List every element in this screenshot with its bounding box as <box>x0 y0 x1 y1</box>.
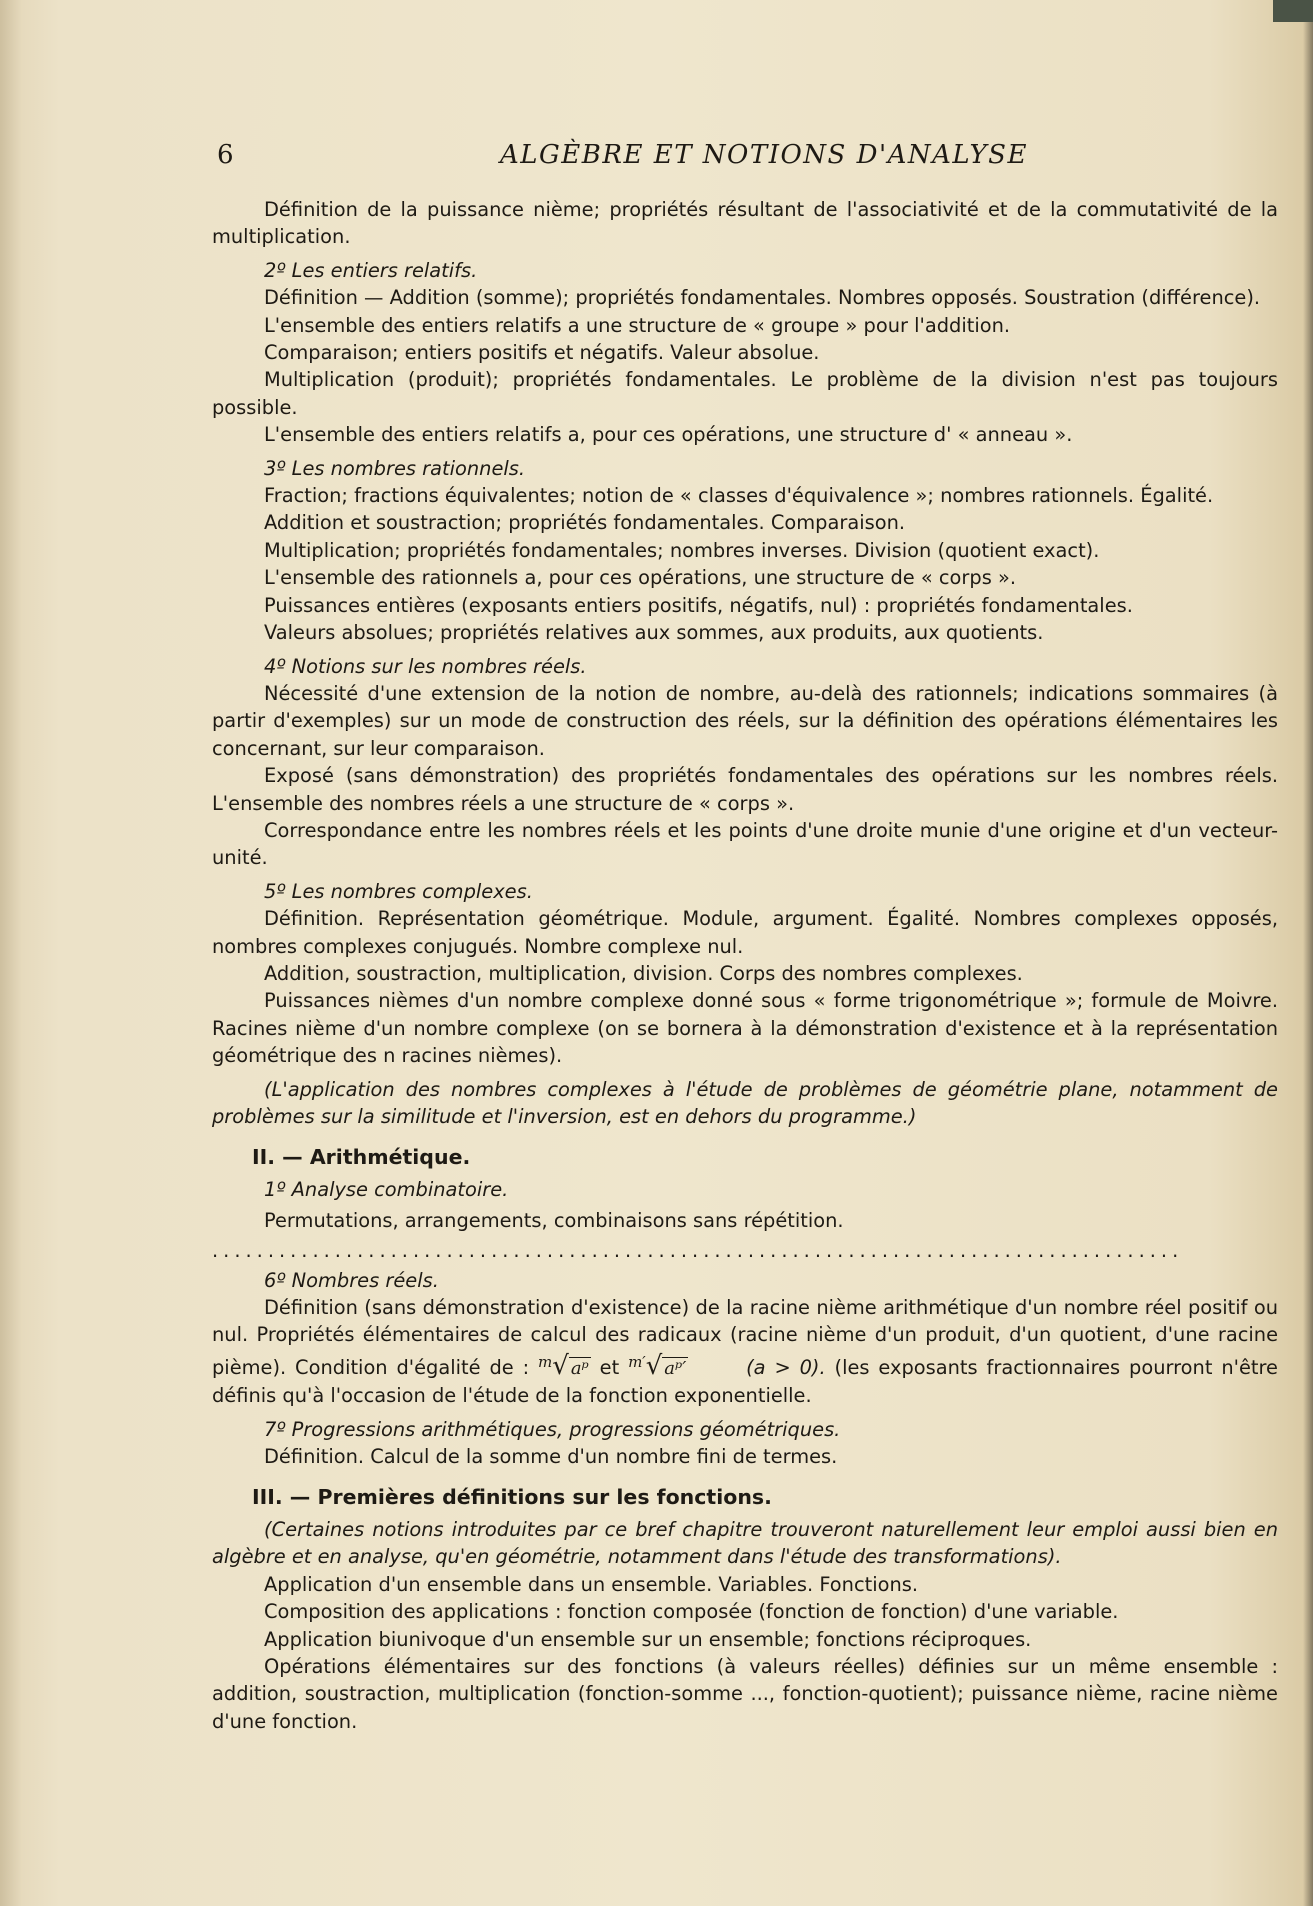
subsection-heading: 6º Nombres réels. <box>264 1268 439 1292</box>
radical-index: m′ <box>628 1352 646 1371</box>
paragraph: L'ensemble des entiers relatifs a une structure de « groupe » pour l'addition. <box>264 313 1011 337</box>
paragraph: Multiplication; propriétés fondamentales; nombres inverses. Division (quotient exact). <box>264 538 1100 562</box>
section-heading: II. — Arithmétique. <box>252 1145 471 1170</box>
radicand: aᵖ <box>570 1357 589 1379</box>
paragraph: Composition des applications : fonction composée (fonction de fonction) d'une variable. <box>264 1600 1119 1624</box>
note-paragraph: (Certaines notions introduites par ce bref chapitre trouveront naturellement leur emploi aussi bien en algèbre et en analyse, qu'en géométrie, notamment dans l'étude des transformations). <box>212 1517 1278 1569</box>
subsection-heading: 7º Progressions arithmétiques, progressions géométriques. <box>264 1417 841 1441</box>
paragraph: Multiplication (produit); propriétés fondamentales. Le problème de la division n'est pas toujours possible. <box>212 368 1278 419</box>
radical-index: m <box>538 1352 553 1371</box>
paragraph: Exposé (sans démonstration) des propriétés fondamentales des opérations sur les nombres réels. L'ensemble des nombres réels a une structure de « corps ». <box>212 764 1278 815</box>
paragraph: Définition. Calcul de la somme d'un nombre fini de termes. <box>264 1445 838 1469</box>
paragraph: Permutations, arrangements, combinaisons sans répétition. <box>264 1209 844 1233</box>
running-header <box>212 140 1042 180</box>
page-number: 6 <box>217 140 236 170</box>
running-title: ALGÈBRE ET NOTIONS D'ANALYSE <box>500 140 1028 170</box>
subsection-heading: 1º Analyse combinatoire. <box>264 1177 509 1201</box>
radical-sign: √ <box>645 1350 663 1381</box>
paragraph: Opérations élémentaires sur des fonctions (à valeurs réelles) définies sur un même ensemble : addition, soustraction, multiplication (fonction-somme ..., fonction-quotient); puissance nième, racine nième d'une fonction. <box>212 1654 1278 1733</box>
page-body <box>212 196 1278 1735</box>
radicals-text: Définition (sans démonstration d'existence) de la racine nième arithmétique d'un nombre réel positif ou nul. Propriétés élémentaires de calcul des radicaux (racine nième d'un produit, d'un quotient, d'une racine pième). Condition d'égalité de : <box>212 1296 1278 1379</box>
page-edge-shadow <box>1303 0 1313 1906</box>
note-paragraph: (L'application des nombres complexes à l'étude de problèmes de géométrie plane, notamment de problèmes sur la similitude et l'inversion, est en dehors du programme.) <box>212 1077 1278 1128</box>
paragraph-radicals <box>212 1294 1278 1410</box>
radicals-note: (les exposants fractionnaires pourront n'être définis qu'à l'occasion de l'étude de la fonction exponentielle. <box>212 1355 1278 1408</box>
paragraph: Application biunivoque d'un ensemble sur un ensemble; fonctions réciproques. <box>264 1627 1032 1651</box>
radical-expression-2 <box>628 1350 688 1381</box>
ellipsis-divider: ....................................................................................... <box>212 1240 1184 1261</box>
condition: (a > 0). <box>746 1355 826 1379</box>
paragraph: L'ensemble des entiers relatifs a, pour ces opérations, une structure d' « anneau ». <box>264 423 1073 447</box>
paragraph: Correspondance entre les nombres réels et les points d'une droite munie d'une origine et d'un vecteur-unité. <box>212 818 1278 870</box>
paragraph: Addition et soustraction; propriétés fondamentales. Comparaison. <box>264 511 906 535</box>
radical-sign: √ <box>552 1350 569 1381</box>
paragraph: Définition. Représentation géométrique. Module, argument. Égalité. Nombres complexes opposés, nombres complexes conjugués. Nombre complexe nul. <box>212 907 1278 958</box>
paragraph: Puissances nièmes d'un nombre complexe donné sous « forme trigonométrique »; formule de Moivre. Racines nième d'un nombre complexe (on se bornera à la démonstration d'existence et à la représentation géométrique des n racines nièmes). <box>212 989 1278 1068</box>
subsection-heading: 2º Les entiers relatifs. <box>264 258 478 282</box>
conjunction: et <box>599 1355 620 1379</box>
paragraph: L'ensemble des rationnels a, pour ces opérations, une structure de « corps ». <box>264 566 1016 590</box>
paragraph: Valeurs absolues; propriétés relatives aux sommes, aux produits, aux quotients. <box>264 621 1044 645</box>
paragraph: Puissances entières (exposants entiers positifs, négatifs, nul) : propriétés fondamentales. <box>264 593 1133 617</box>
paragraph: Définition de la puissance nième; propriétés résultant de l'associativité et de la commutativité de la multiplication. <box>212 198 1278 249</box>
radical-expression-1 <box>538 1350 591 1381</box>
paragraph: Nécessité d'une extension de la notion de nombre, au-delà des rationnels; indications sommaires (à partir d'exemples) sur un mode de construction des réels, sur la définition des opérations élémentaires les concernant, sur leur comparaison. <box>212 681 1278 760</box>
paragraph: Définition — Addition (somme); propriétés fondamentales. Nombres opposés. Soustration (différence). <box>264 286 1261 310</box>
paragraph: Application d'un ensemble dans un ensemble. Variables. Fonctions. <box>264 1572 919 1596</box>
radicand: aᵖ′ <box>664 1357 687 1379</box>
paragraph: Fraction; fractions équivalentes; notion de « classes d'équivalence »; nombres rationnels. Égalité. <box>264 484 1214 508</box>
paragraph: Addition, soustraction, multiplication, division. Corps des nombres complexes. <box>264 961 1023 985</box>
section-heading: III. — Premières définitions sur les fonctions. <box>252 1485 772 1510</box>
subsection-heading: 4º Notions sur les nombres réels. <box>264 654 587 678</box>
subsection-heading: 5º Les nombres complexes. <box>264 879 533 903</box>
subsection-heading: 3º Les nombres rationnels. <box>264 456 526 480</box>
paragraph: Comparaison; entiers positifs et négatifs. Valeur absolue. <box>264 341 820 365</box>
background-corner <box>1273 0 1313 22</box>
